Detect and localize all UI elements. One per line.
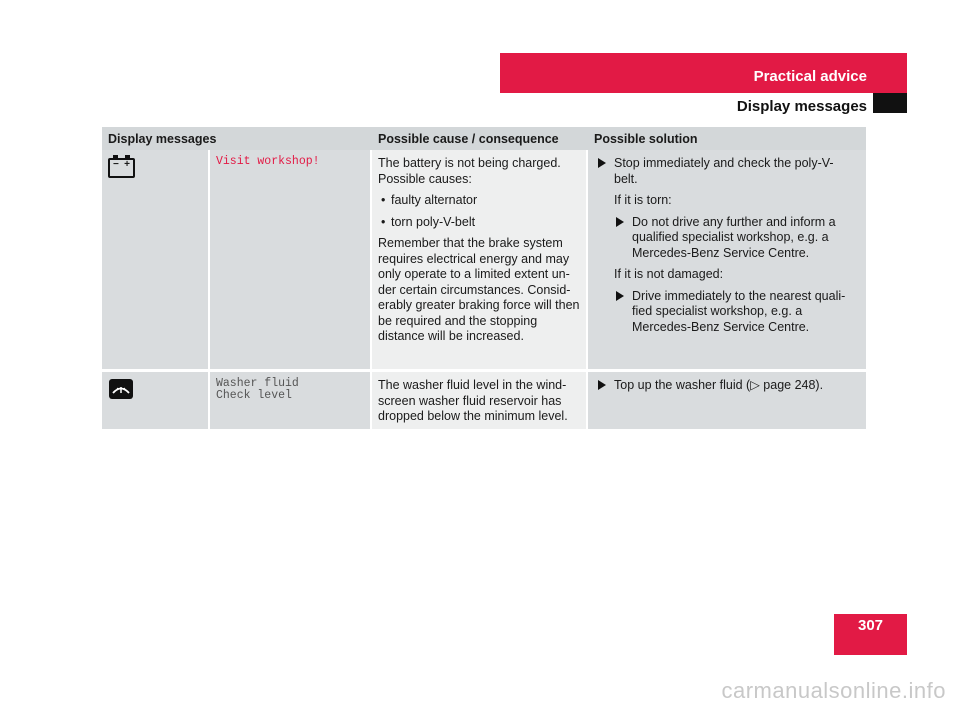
display-message: Visit workshop!	[216, 155, 320, 168]
cause-text: Remember that the brake system requires electrical energy and may only operate to a limited extent under certain circumstances. Considerably greater braking force will then be required and the stopping distance will be increased.	[378, 236, 580, 343]
solution-step: Drive immediately to the nearest qualified specialist workshop, e.g. a Mercedes-Benz Service Centre.	[614, 289, 856, 336]
page-number: 307	[857, 617, 884, 634]
section-title: Practical advice	[753, 68, 867, 85]
display-message: Check level	[216, 389, 292, 402]
display-message: Washer fluid	[216, 377, 299, 390]
arrow-icon	[598, 380, 606, 390]
column-header-display-messages: Display messages	[108, 131, 217, 146]
subsection-title: Display messages	[736, 98, 867, 115]
row-solution-cell	[588, 372, 864, 429]
column-header-cause: Possible cause / consequence	[378, 131, 559, 146]
column-header-solution: Possible solution	[594, 131, 698, 146]
row-icon-cell	[102, 150, 210, 369]
solution-step: Top up the washer fluid (▷ page 248).	[596, 378, 856, 394]
arrow-icon	[616, 291, 624, 301]
cause-intro: The battery is not being charged. Possible causes:	[378, 156, 561, 186]
table-row	[102, 150, 866, 369]
row-cause-cell	[372, 372, 588, 429]
row-solution-cell	[588, 150, 864, 369]
row-icon-cell	[102, 372, 210, 429]
arrow-icon	[616, 217, 624, 227]
washer-fluid-icon	[108, 378, 134, 400]
table-row	[102, 369, 866, 429]
solution-condition: If it is not damaged:	[614, 267, 724, 281]
header-marker	[873, 93, 907, 113]
table-header	[102, 127, 866, 150]
row-message-cell	[210, 150, 372, 369]
cause-text: The washer fluid level in the windscreen washer fluid reservoir has dropped below the minimum level.	[378, 378, 568, 423]
watermark: carmanualsonline.info	[721, 678, 946, 703]
arrow-icon	[598, 158, 606, 168]
page-reference-icon: ▷	[750, 378, 760, 392]
cause-bullet: • faulty alternator	[378, 193, 580, 209]
solution-step: Do not drive any further and inform a qualified specialist workshop, e.g. a Mercedes-Benz Service Centre.	[614, 215, 856, 262]
solution-condition: If it is torn:	[614, 193, 672, 207]
battery-icon: − +	[108, 158, 135, 178]
display-messages-table	[102, 127, 866, 429]
solution-step: Stop immediately and check the poly-V-belt.	[596, 156, 856, 187]
row-cause-cell	[372, 150, 588, 369]
cause-bullet: • torn poly-V-belt	[378, 215, 580, 231]
row-message-cell	[210, 372, 372, 429]
